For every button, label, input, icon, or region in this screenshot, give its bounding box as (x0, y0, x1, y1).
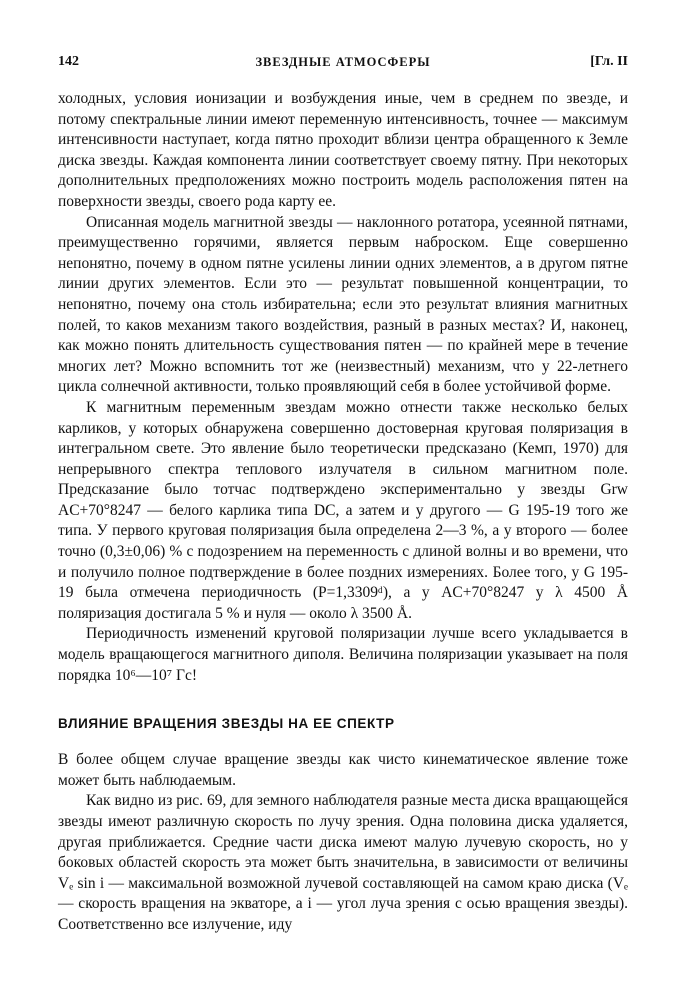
page-number: 142 (58, 54, 79, 69)
section-heading: ВЛИЯНИЕ ВРАЩЕНИЯ ЗВЕЗДЫ НА ЕЕ СПЕКТР (58, 716, 395, 732)
paragraph: Периодичность изменений круговой поляризации лучше всего укладывается в модель вращающегося магнитного диполя. Величина поляризации указывает на поля порядка 10⁶—10⁷ Гс! (58, 625, 628, 684)
paragraph: В более общем случае вращение звезды как чисто кинематическое явление тоже может быть наблюдаемым. (58, 751, 628, 789)
paragraph: Как видно из рис. 69, для земного наблюдателя разные места диска вращающейся звезды имеют различную скорость по лучу зрения. Одна половина диска удаляется, другая приближается. Средние части диска имеют малую лучевую скорость, но у боковых областей скорость эта может быть значительна, в зависимости от величины Vₑ sin i — максимальной возможной лучевой составляющей на самом краю диска (Vₑ — скорость вращения на экваторе, а i — угол луча зрения с осью вращения звезды). Соответственно все излучение, иду (58, 792, 628, 933)
paragraph: холодных, условия ионизации и возбуждения иные, чем в среднем по звезде, и потому спектральные линии имеют переменную интенсивность, точнее — максимум интенсивности наступает, когда пятно проходит вблизи центра обращенного к Земле диска звезды. Каждая компонента линии соответствует своему пятну. При некоторых дополнительных предположениях можно построить модель расположения пятен на поверхности звезды, своего рода карту ее. (58, 90, 628, 210)
running-head (58, 50, 628, 74)
body-text (58, 89, 628, 936)
running-title: ЗВЕЗДНЫЕ АТМОСФЕРЫ (255, 55, 431, 69)
paragraph: К магнитным переменным звездам можно отнести также несколько белых карликов, у которых обнаружена совершенно достоверная круговая поляризация в интегральном свете. Это явление было теоретически предсказано (Кемп, 1970) для непрерывного спектра теплового излучателя в сильном магнитном поле. Предсказание было тотчас подтверждено экспериментально у звезды Grw AC+70°8247 — белого карлика типа DC, а затем и у другого — G 195-19 того же типа. У первого круговая поляризация была определена 2—3 %, а у второго — более точно (0,3±0,06) % с подозрением на переменность с длиной волны и во времени, что и получило полное подтверждение в более поздних измерениях. Более того, у G 195-19 была отмечена периодичность (P=1,3309ᵈ), а у AC+70°8247 у λ 4500 Å поляризация достигала 5 % и нуля — около λ 3500 Å. (58, 398, 628, 622)
paragraph: Описанная модель магнитной звезды — наклонного ротатора, усеянной пятнами, преимущественно горячими, является первым наброском. Еще совершенно непонятно, почему в одном пятне усилены линии одних элементов, а в другом пятне линии других элементов. Если это — результат повышенной концентрации, то непонятно, почему она столь избирательна; если это результат влияния магнитных полей, то каков механизм такого воздействия, разный в разных местах? И, наконец, как можно понять длительность существования пятен — по крайней мере в течение многих лет? Можно вспомнить тот же (неизвестный) механизм, что у 22-летнего цикла солнечной активности, только проявляющий себя в более устойчивой форме. (58, 213, 628, 396)
chapter-marker: [Гл. II (590, 54, 628, 69)
